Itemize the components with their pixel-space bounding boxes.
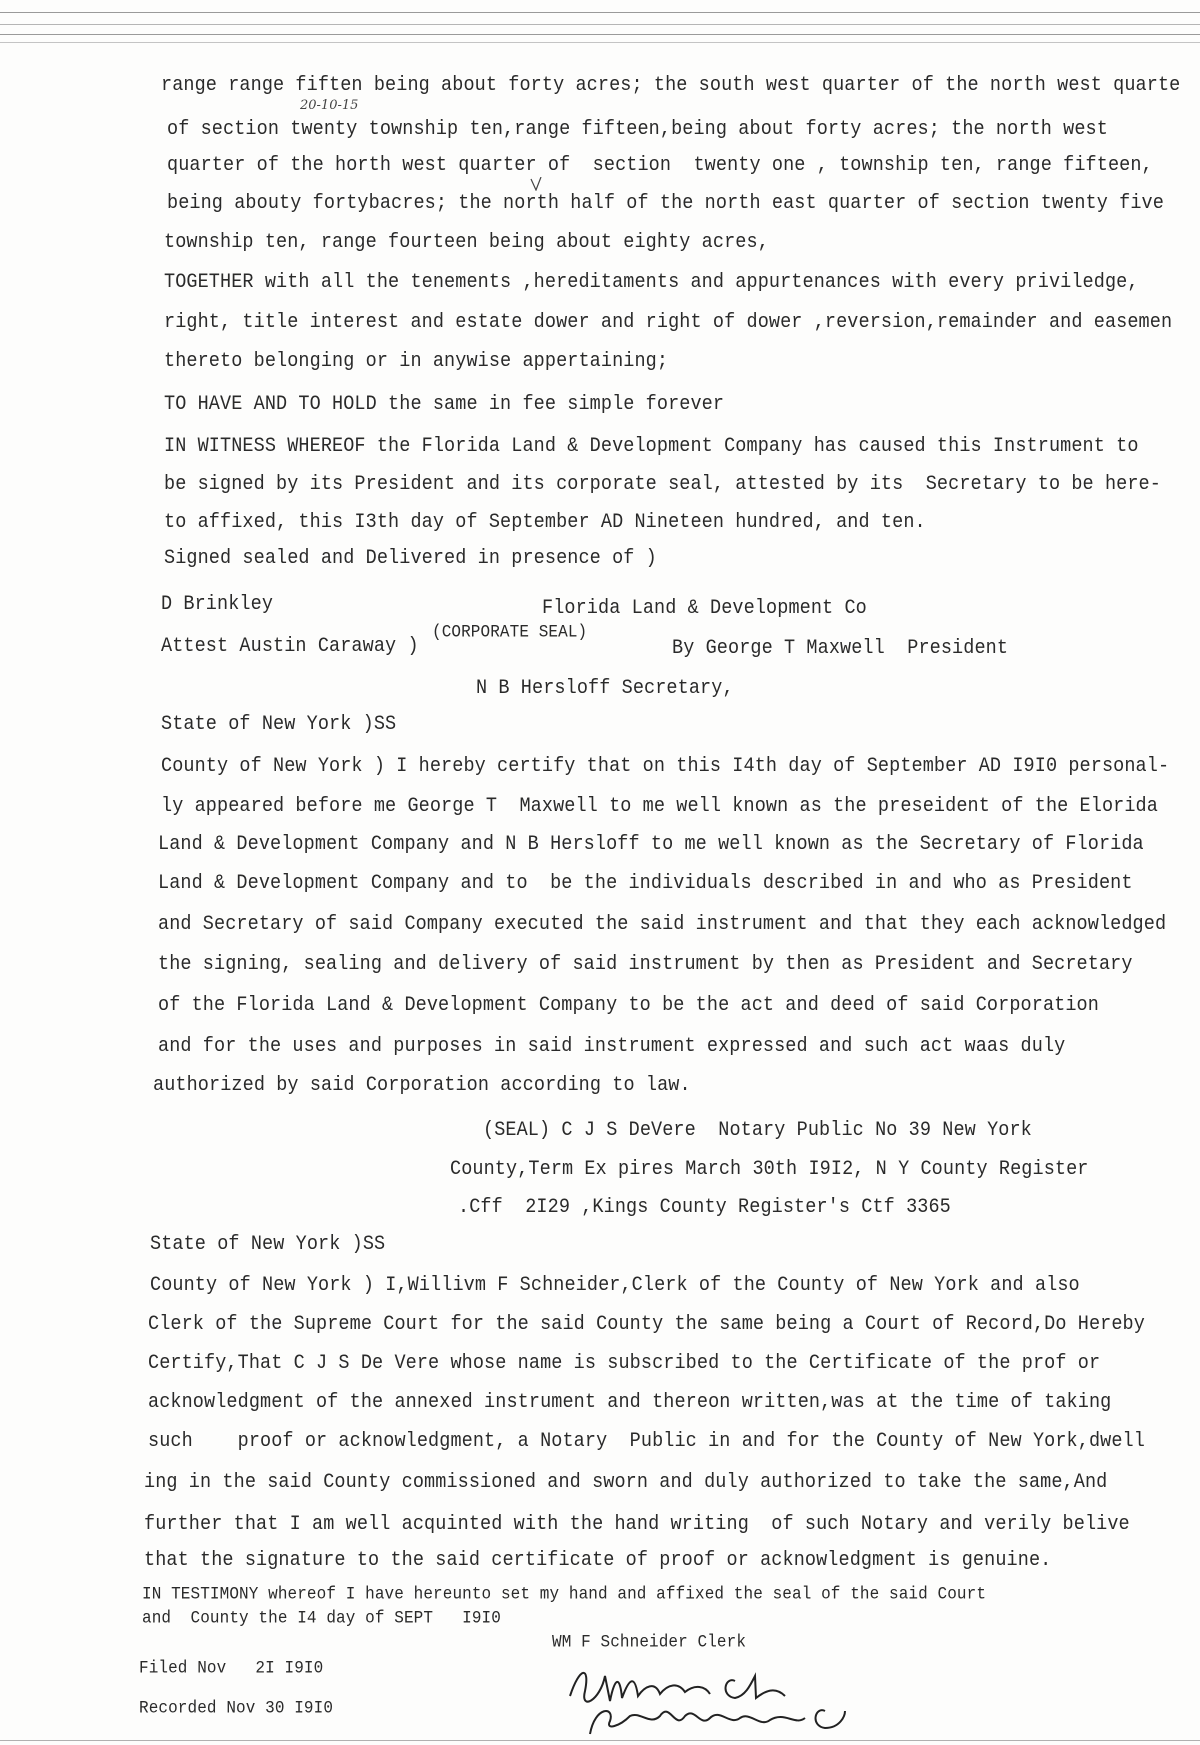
text-line: being abouty fortybacres; the north half of the north east quarter of section twenty five [167, 191, 1164, 215]
check-mark-icon [530, 177, 542, 191]
text-line: further that I am well acquinted with the hand writing of such Notary and verily belive [144, 1512, 1130, 1536]
text-line: to affixed, this I3th day of September AD Nineteen hundred, and ten. [164, 510, 926, 534]
filed-date: Filed Nov 2I I9I0 [139, 1658, 324, 1679]
president-line: By George T Maxwell President [672, 636, 1009, 660]
notary-line: (SEAL) C J S DeVere Notary Public No 39 New York [483, 1118, 1032, 1142]
text-line: range range fiften being about forty acres; the south west quarter of the north west quarte [161, 73, 1181, 97]
text-line: thereto belonging or in anywise appertaining; [164, 349, 669, 373]
text-line: Land & Development Company and N B Hersloff to me well known as the Secretary of Florida [158, 832, 1144, 856]
footer-rule [0, 1740, 1200, 1741]
text-line: such proof or acknowledgment, a Notary Public in and for the County of New York,dwell [148, 1429, 1145, 1453]
corporate-seal-label: (CORPORATE SEAL) [432, 622, 588, 643]
text-line: Clerk of the Supreme Court for the said County the same being a Court of Record,Do Hereby [148, 1312, 1145, 1336]
text-line: acknowledgment of the annexed instrument and thereon written,was at the time of taking [148, 1390, 1112, 1414]
text-line: that the signature to the said certificate of proof or acknowledgment is genuine. [144, 1548, 1052, 1572]
text-line: the signing, sealing and delivery of said instrument by then as President and Secretary [158, 952, 1133, 976]
text-line: quarter of the horth west quarter of section twenty one , township ten, range fifteen, [167, 153, 1153, 177]
notary-line: .Cff 2I29 ,Kings County Register's Ctf 3365 [458, 1195, 951, 1219]
header-rule [0, 42, 1200, 43]
text-line: TO HAVE AND TO HOLD the same in fee simple forever [164, 392, 725, 416]
text-line: and for the uses and purposes in said instrument expressed and such act waas duly [158, 1034, 1066, 1058]
header-rule [0, 24, 1200, 25]
clerk-name: WM F Schneider Clerk [552, 1632, 747, 1653]
witness-name: D Brinkley [161, 592, 274, 616]
attest-line: Attest Austin Caraway ) [161, 634, 419, 658]
text-line: TOGETHER with all the tenements ,hereditaments and appurtenances with every priviledge, [164, 270, 1139, 294]
text-line: County of New York ) I hereby certify that on this I4th day of September AD I9I0 personal- [161, 754, 1170, 778]
text-line: be signed by its President and its corporate seal, attested by its Secretary to be here- [164, 472, 1161, 496]
text-line: ing in the said County commissioned and sworn and duly authorized to take the same,And [144, 1470, 1108, 1494]
text-line: Signed sealed and Delivered in presence of ) [164, 546, 657, 570]
text-line: right, title interest and estate dower and right of dower ,reversion,remainder and easemen [164, 310, 1173, 334]
text-line: ly appeared before me George T Maxwell to me well known as the preseident of the Elorida [161, 794, 1158, 818]
text-line: of the Florida Land & Development Company to be the act and deed of said Corporation [158, 993, 1099, 1017]
handwritten-signature [560, 1656, 980, 1736]
text-line: County of New York ) I,Willivm F Schneider,Clerk of the County of New York and also [150, 1273, 1080, 1297]
text-line: Certify,That C J S De Vere whose name is subscribed to the Certificate of the prof or [148, 1351, 1101, 1375]
handwritten-note: 20-10-15 [300, 98, 359, 113]
text-line: Land & Development Company and to be the individuals described in and who as President [158, 871, 1133, 895]
text-line: and Secretary of said Company executed the said instrument and that they each acknowledged [158, 912, 1167, 936]
text-line: IN TESTIMONY whereof I have hereunto set my hand and affixed the seal of the said Court [142, 1584, 987, 1605]
secretary-line: N B Hersloff Secretary, [476, 676, 734, 700]
text-line: township ten, range fourteen being about eighty acres, [164, 230, 769, 254]
text-line: authorized by said Corporation according to law. [153, 1073, 691, 1097]
header-rule [0, 12, 1200, 13]
company-name: Florida Land & Development Co [542, 596, 867, 620]
notary-line: County,Term Ex pires March 30th I9I2, N Y County Register [450, 1157, 1089, 1181]
text-line: State of New York )SS [161, 712, 397, 736]
text-line: IN WITNESS WHEREOF the Florida Land & Development Company has caused this Instrument to [164, 434, 1139, 458]
text-line: of section twenty township ten,range fifteen,being about forty acres; the north west [167, 117, 1108, 141]
text-line: State of New York )SS [150, 1232, 386, 1256]
text-line: and County the I4 day of SEPT I9I0 [142, 1608, 501, 1629]
recorded-date: Recorded Nov 30 I9I0 [139, 1698, 334, 1719]
header-rule [0, 34, 1200, 35]
